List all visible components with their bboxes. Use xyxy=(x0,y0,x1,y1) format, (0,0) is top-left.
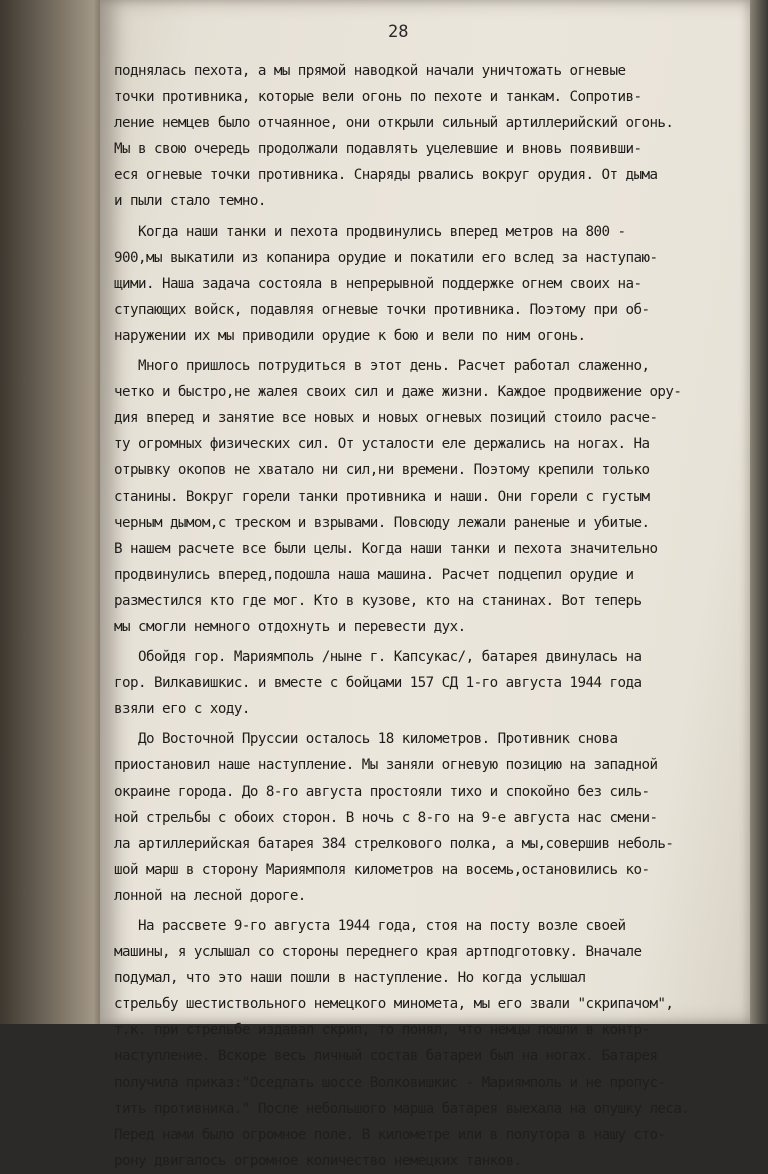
text-line: мы смогли немного отдохнуть и перевести дух. xyxy=(114,618,466,635)
body-text xyxy=(114,58,746,1174)
text-line: отрывку окопов не хватало ни сил,ни времени. Поэтому крепили только xyxy=(114,462,650,479)
text-line: На рассвете 9-го августа 1944 года, стоя на посту возле своей xyxy=(114,918,626,934)
text-line: Обойдя гор. Мариямполь /ныне г. Капсукас/, батарея двинулась на xyxy=(114,649,642,666)
text-line: наружении их мы приводили орудие к бою и вели по ним огонь. xyxy=(114,327,586,344)
text-line: приостановил наше наступление. Мы заняли огневую позицию на западной xyxy=(114,757,658,774)
text-line: станины. Вокруг горели танки противника и наши. Они горели с густым xyxy=(114,488,650,505)
text-line: окраине города. До 8-го августа простояли тихо и спокойно без силь- xyxy=(114,783,650,800)
text-line: гор. Вилкавишкис. и вместе с бойцами 157 СД 1-го августа 1944 года xyxy=(114,675,642,692)
text-line: черным дымом,с треском и взрывами. Повсюду лежали раненые и убитые. xyxy=(114,514,650,531)
text-line: взяли его с ходу. xyxy=(114,701,250,718)
text-line: стрельбу шестиствольного немецкого миномета, мы его звали "скрипачом", xyxy=(114,996,674,1013)
text-line: шой марш в сторону Мариямполя километров на восемь,остановились ко- xyxy=(114,861,650,878)
text-line: точки противника, которые вели огонь по пехоте и танкам. Сопротив- xyxy=(114,89,642,106)
text-line: ление немцев было отчаянное, они открыли сильный артиллерийский огонь. xyxy=(114,115,674,132)
text-line: продвинулись вперед,подошла наша машина. Расчет подцепил орудие и xyxy=(114,566,634,583)
text-line: еся огневые точки противника. Снаряды рвались вокруг орудия. От дыма xyxy=(114,167,658,184)
text-line: машины, я услышал со стороны переднего края артподготовку. Вначале xyxy=(114,944,642,961)
text-line: щими. Наша задача состояла в непрерывной поддержке огнем своих на- xyxy=(114,275,642,292)
text-line: четко и быстро,не жалея своих сил и даже жизни. Каждое продвижение ору- xyxy=(114,384,682,401)
text-line: поднялась пехота, а мы прямой наводкой начали уничтожать огневые xyxy=(114,63,626,79)
text-line: получила приказ:"Оседлать шоссе Волковишкис - Мариямполь и не пропус- xyxy=(114,1074,666,1091)
text-line: ной стрельбы с обоих сторон. В ночь с 8-го на 9-е августа нас смени- xyxy=(114,809,658,826)
text-line: Много пришлось потрудиться в этот день. Расчет работал слаженно, xyxy=(114,358,650,375)
text-line: ступающих войск, подавляя огневые точки противника. Поэтому при об- xyxy=(114,301,650,318)
text-line: лонной на лесной дороге. xyxy=(114,887,306,904)
text-line: разместился кто где мог. Кто в кузове, кто на станинах. Вот теперь xyxy=(114,592,642,609)
text-line: ту огромных физических сил. От усталости еле держались на ногах. На xyxy=(114,436,650,453)
text-line: наступление. Вскоре весь личный состав батареи был на ногах. Батарея xyxy=(114,1048,658,1065)
text-line: 900,мы выкатили из копанира орудие и покатили его вслед за наступаю- xyxy=(114,249,658,266)
text-line: До Восточной Пруссии осталось 18 километров. Противник снова xyxy=(114,731,618,748)
text-line: подумал, что это наши пошли в наступление. Но когда услышал xyxy=(114,970,586,987)
text-line: т.к. при стрельбе издавал скрип, то понял, что немцы пошли в контр- xyxy=(114,1022,650,1039)
text-line: дия вперед и занятие все новых и новых огневых позиций стоило расче- xyxy=(114,410,658,427)
text-line: Перед нами было огромное поле. В километре или в полутора в нашу сто- xyxy=(114,1126,666,1143)
text-line: В нашем расчете все были целы. Когда наши танки и пехота значительно xyxy=(114,540,658,557)
text-line: и пыли стало темно. xyxy=(114,193,266,210)
page-number: 28 xyxy=(388,22,409,42)
text-line: тить противника." После небольшого марша батарея выехала на опушку леса. xyxy=(114,1100,690,1117)
text-line: Когда наши танки и пехота продвинулись вперед метров на 800 - xyxy=(114,223,626,240)
book-binding xyxy=(0,0,110,1024)
typewritten-page xyxy=(100,0,750,1169)
text-line: Мы в свою очередь продолжали подавлять уцелевшие и вновь появивши- xyxy=(114,141,642,158)
text-line: рону двигалось огромное количество немецких танков. xyxy=(114,1152,522,1169)
text-line: ла артиллерийская батарея 384 стрелкового полка, а мы,совершив неболь- xyxy=(114,835,674,852)
